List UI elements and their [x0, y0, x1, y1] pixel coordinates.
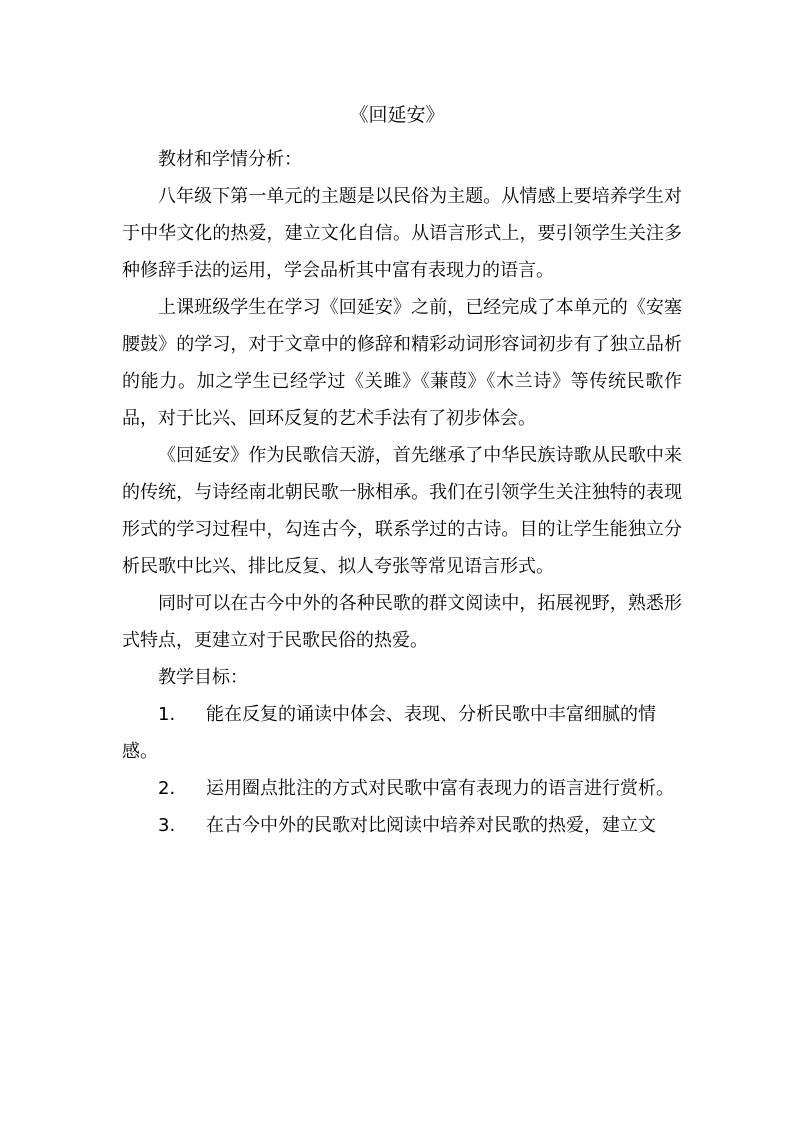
goal-number: 2. [158, 778, 176, 799]
goal-item [122, 807, 682, 844]
goal-text: 在古今中外的民歌对比阅读中培养对民歌的热爱，建立文 [206, 815, 656, 836]
section-heading-goals: 教学目标： [158, 667, 248, 688]
document-body [122, 141, 682, 844]
goal-item [122, 696, 682, 770]
goal-text: 运用圈点批注的方式对民歌中富有表现力的语言进行赏析。 [206, 778, 674, 799]
goal-text: 能在反复的诵读中体会、表现、分析民歌中丰富细腻的情感。 [122, 704, 656, 762]
goal-number: 1. [158, 704, 176, 725]
paragraph: 同时可以在古今中外的各种民歌的群文阅读中，拓展视野，熟悉形式特点，更建立对于民歌民俗的热爱。 [122, 593, 682, 651]
goal-number: 3. [158, 815, 176, 836]
paragraph: 八年级下第一单元的主题是以民俗为主题。从情感上要培养学生对于中华文化的热爱，建立文化自信。从语言形式上，要引领学生关注多种修辞手法的运用，学会品析其中富有表现力的语言。 [122, 186, 682, 281]
goal-item [122, 770, 682, 807]
section-heading-analysis: 教材和学情分析： [158, 149, 302, 170]
document-title: 《回延安》 [349, 104, 445, 126]
paragraph: 上课班级学生在学习《回延安》之前，已经完成了本单元的《安塞腰鼓》的学习，对于文章中的修辞和精彩动词形容词初步有了独立品析的能力。加之学生已经学过《关雎》《蒹葭》《木兰诗》等传统民歌作品，对于比兴、回环反复的艺术手法有了初步体会。 [122, 297, 682, 429]
paragraph: 《回延安》作为民歌信天游，首先继承了中华民族诗歌从民歌中来的传统，与诗经南北朝民歌一脉相承。我们在引领学生关注独特的表现形式的学习过程中，勾连古今，联系学过的古诗。目的让学生能独立分析民歌中比兴、排比反复、拟人夸张等常见语言形式。 [122, 445, 682, 577]
